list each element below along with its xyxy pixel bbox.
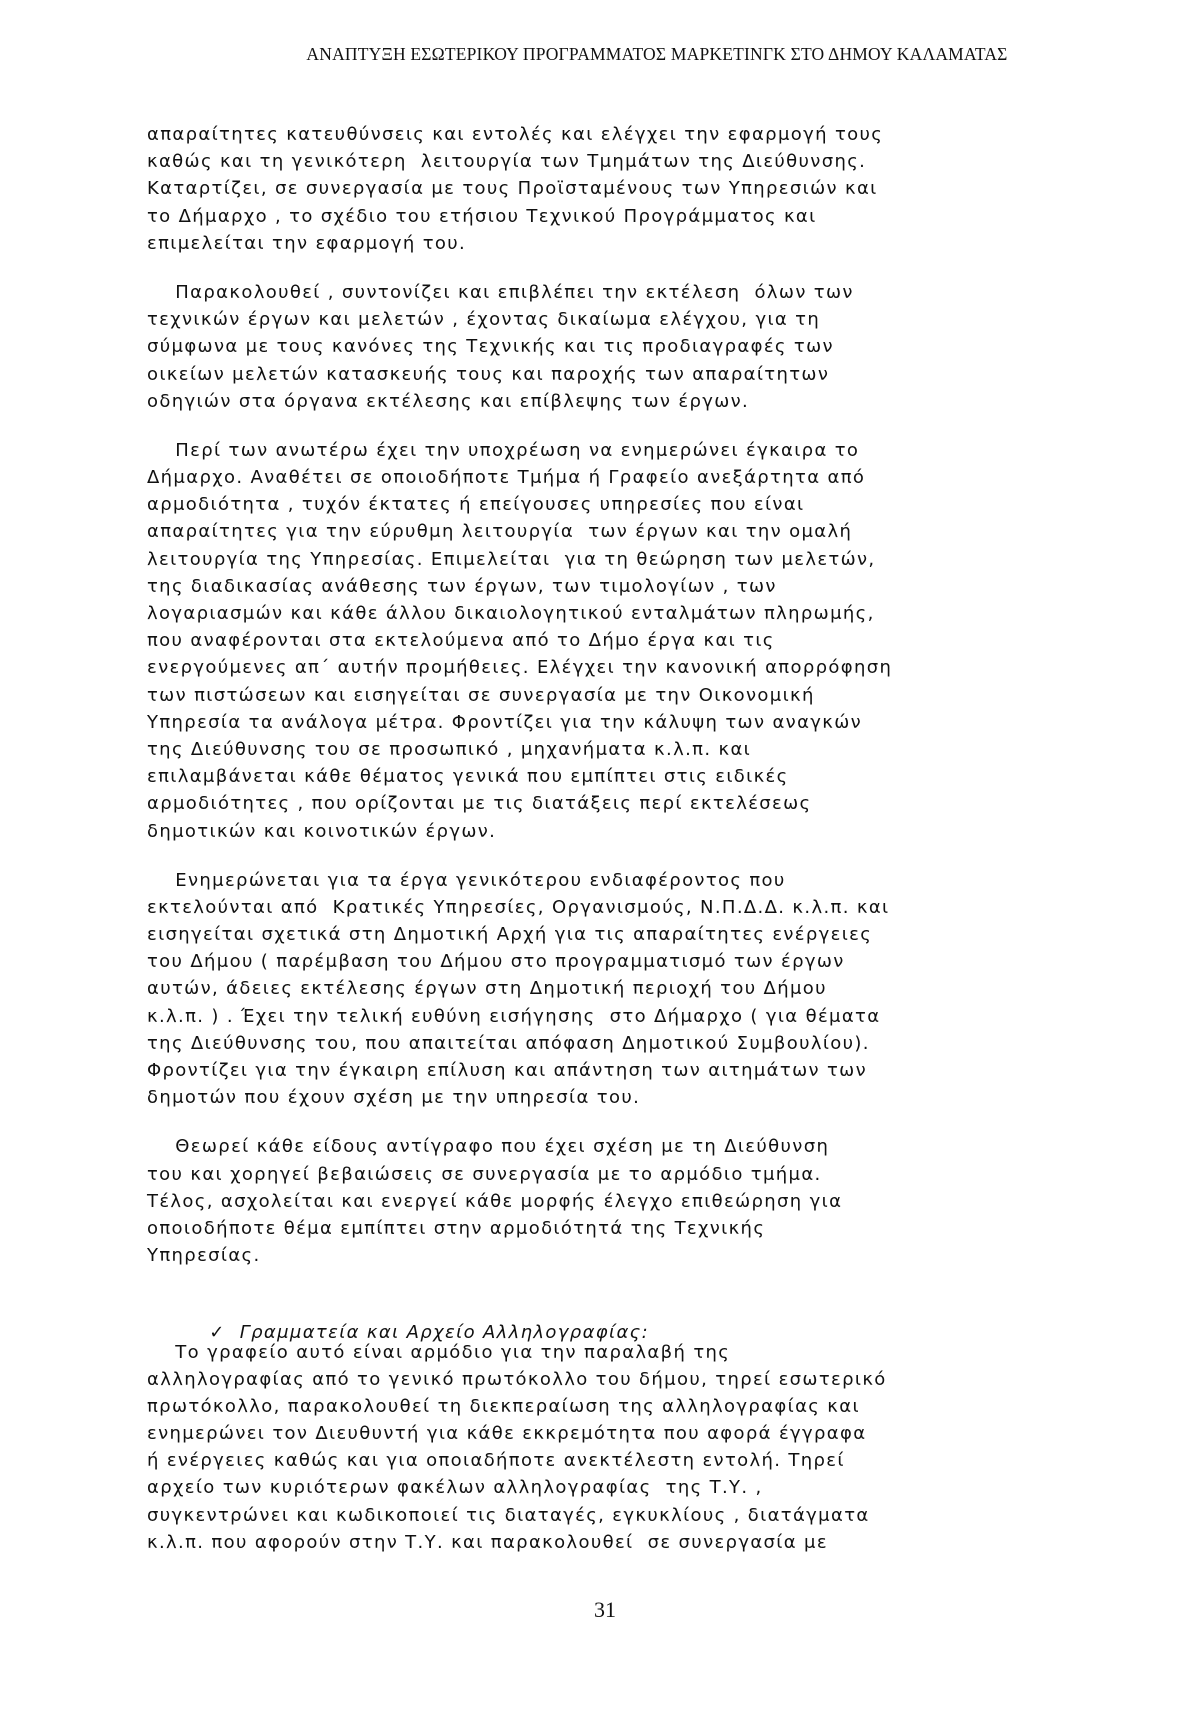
text-line: δημοτικών και κοινοτικών έργων. (147, 820, 497, 842)
text-line: της Διεύθυνσης του, που απαιτείται απόφαση Δημοτικού Συμβουλίου). (147, 1032, 870, 1054)
text-line: το Δήμαρχο , το σχέδιο του ετήσιου Τεχνικού Προγράμματος και (147, 205, 817, 227)
page-number: 31 (594, 1597, 616, 1622)
text-line: εκτελούνται από Κρατικές Υπηρεσίες, Οργανισμούς, Ν.Π.Δ.Δ. κ.λ.π. και (147, 896, 890, 918)
text-line: Τέλος, ασχολείται και ενεργεί κάθε μορφής έλεγχο επιθεώρηση για (147, 1190, 843, 1212)
section-heading-text: Γραμματεία και Αρχείο Αλληλογραφίας: (239, 1321, 649, 1343)
text-line: αρχείο των κυριότερων φακέλων αλληλογραφίας της Τ.Υ. , (147, 1477, 763, 1499)
text-line: αρμοδιότητες , που ορίζονται με τις διατάξεις περί εκτελέσεως (147, 793, 812, 815)
document-body (147, 121, 1057, 1556)
paragraph (147, 121, 1057, 257)
text-line: λειτουργία της Υπηρεσίας. Επιμελείται για τη θεώρηση των μελετών, (147, 548, 876, 570)
text-line: οικείων μελετών κατασκευής τους και παροχής των απαραίτητων (147, 363, 830, 385)
text-line: λογαριασμών και κάθε άλλου δικαιολογητικού ενταλμάτων πληρωμής, (147, 603, 875, 624)
text-line: αυτών, άδειες εκτέλεσης έργων στη Δημοτική περιοχή του Δήμου (147, 978, 827, 1000)
text-line: κ.λ.π. που αφορούν στην Τ.Υ. και παρακολουθεί σε συνεργασία με (147, 1531, 828, 1553)
text-line: πρωτόκολλο, παρακολουθεί τη διεκπεραίωση της αλληλογραφίας και (147, 1395, 860, 1417)
text-line: αλληλογραφίας από το γενικό πρωτόκολλο του δήμου, τηρεί εσωτερικό (147, 1368, 887, 1390)
text-line: Υπηρεσία τα ανάλογα μέτρα. Φροντίζει για την κάλυψη των αναγκών (147, 711, 863, 733)
text-line: Καταρτίζει, σε συνεργασία με τους Προϊσταμένους των Υπηρεσιών και (147, 178, 878, 200)
text-line: οδηγιών στα όργανα εκτέλεσης και επίβλεψης των έργων. (147, 390, 750, 412)
text-line: που αναφέρονται στα εκτελούμενα από το Δήμο έργα και τις (147, 630, 775, 652)
text-line: ενημερώνει τον Διευθυντή για κάθε εκκρεμότητα που αφορά έγγραφα (147, 1423, 867, 1445)
text-line: αρμοδιότητα , τυχόν έκτατες ή επείγουσες υπηρεσίες που είναι (147, 494, 805, 516)
text-line: απαραίτητες για την εύρυθμη λειτουργία των έργων και την ομαλή (147, 521, 853, 543)
text-line: Παρακολουθεί , συντονίζει και επιβλέπει την εκτέλεση όλων των (147, 281, 854, 303)
checkmark-icon: ✓ (209, 1321, 226, 1343)
text-line: δημοτών που έχουν σχέση με την υπηρεσία του. (147, 1087, 641, 1109)
text-line: της Διεύθυνσης του σε προσωπικό , μηχανήματα κ.λ.π. και (147, 738, 752, 760)
text-line: οποιοδήποτε θέμα εμπίπτει στην αρμοδιότητά της Τεχνικής (147, 1217, 766, 1239)
paragraph (147, 1339, 1057, 1557)
text-line: απαραίτητες κατευθύνσεις και εντολές και ελέγχει την εφαρμογή τους (147, 124, 884, 145)
text-line: των πιστώσεων και εισηγείται σε συνεργασία με την Οικονομική (147, 684, 815, 706)
paragraph (147, 1133, 1057, 1269)
text-line: Υπηρεσίας. (147, 1245, 261, 1267)
text-line: Θεωρεί κάθε είδους αντίγραφο που έχει σχέση με τη Διεύθυνση (147, 1136, 830, 1158)
text-line: επιλαμβάνεται κάθε θέματος γενικά που εμπίπτει στις ειδικές (147, 766, 789, 788)
text-line: επιμελείται την εφαρμογή του. (147, 232, 467, 254)
text-line: του Δήμου ( παρέμβαση του Δήμου στο προγραμματισμό των έργων (147, 951, 845, 973)
paragraph (147, 437, 1057, 845)
text-line: καθώς και τη γενικότερη λειτουργία των Τμημάτων της Διεύθυνσης. (147, 151, 867, 173)
text-line: της διαδικασίας ανάθεσης των έργων, των τιμολογίων , των (147, 575, 777, 597)
text-line: ή ενέργειες καθώς και για οποιαδήποτε ανεκτέλεστη εντολή. Τηρεί (147, 1450, 845, 1472)
text-line: Ενημερώνεται για τα έργα γενικότερου ενδιαφέροντος που (147, 869, 786, 891)
text-line: του και χορηγεί βεβαιώσεις σε συνεργασία με το αρμόδιο τμήμα. (147, 1163, 822, 1185)
paragraph (147, 867, 1057, 1112)
text-line: κ.λ.π. ) . Έχει την τελική ευθύνη εισήγησης στο Δήμαρχο ( για θέματα (147, 1005, 881, 1027)
paragraph (147, 279, 1057, 415)
section-heading (147, 1291, 1057, 1343)
text-line: Το γραφείο αυτό είναι αρμόδιο για την παραλαβή της (147, 1341, 731, 1363)
text-line: Δήμαρχο. Αναθέτει σε οποιοδήποτε Τμήμα ή Γραφείο ανεξάρτητα από (147, 467, 866, 489)
text-line: εισηγείται σχετικά στη Δημοτική Αρχή για τις απαραίτητες ενέργειες (147, 924, 873, 946)
text-line: τεχνικών έργων και μελετών , έχοντας δικαίωμα ελέγχου, για τη (147, 309, 821, 331)
text-line: σύμφωνα με τους κανόνες της Τεχνικής και τις προδιαγραφές των (147, 336, 834, 358)
text-line: ενεργούμενες απ΄ αυτήν προμήθειες. Ελέγχει την κανονική απορρόφηση (147, 657, 893, 679)
text-line: συγκεντρώνει και κωδικοποιεί τις διαταγές, εγκυκλίους , διατάγματα (147, 1504, 870, 1526)
text-line: Φροντίζει για την έγκαιρη επίλυση και απάντηση των αιτημάτων των (147, 1060, 867, 1081)
running-header: ΑΝΑΠΤΥΞΗ ΕΣΩΤΕΡΙΚΟΥ ΠΡΟΓΡΑΜΜΑΤΟΣ ΜΑΡΚΕΤΙΝΓΚ ΣΤΟ ΔΗΜΟΥ ΚΑΛΑΜΑΤΑΣ (306, 44, 1008, 64)
text-line: Περί των ανωτέρω έχει την υποχρέωση να ενημερώνει έγκαιρα το (147, 439, 860, 461)
